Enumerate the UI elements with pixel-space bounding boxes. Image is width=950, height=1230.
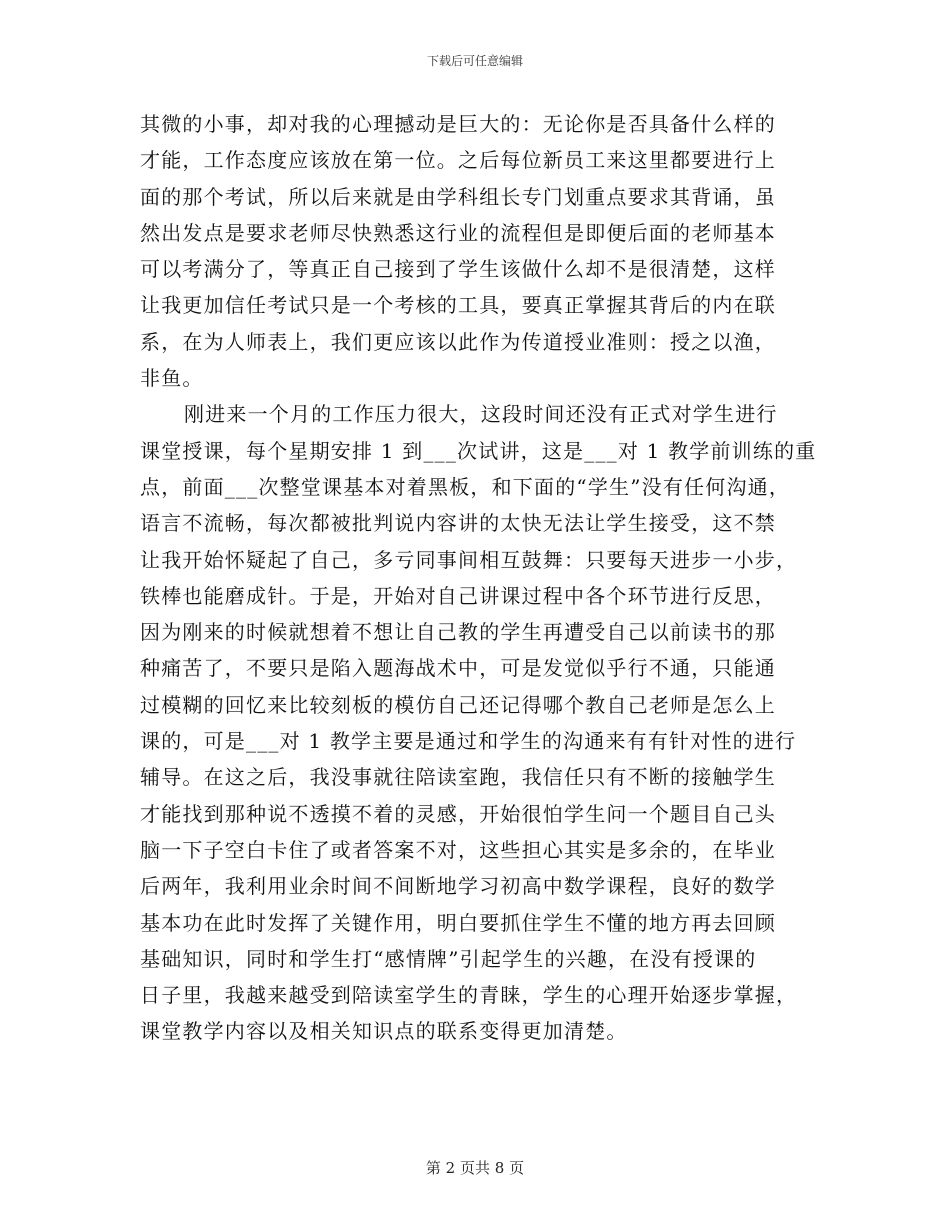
text-line: 才能找到那种说不透摸不着的灵感，开始很怕学生问一个题目自己头 (140, 801, 776, 826)
text-line: 后两年，我利用业余时间不间断地学习初高中数学课程，良好的数学 (140, 874, 776, 899)
text-line: 才能，工作态度应该放在第一位。之后每位新员工来这里都要进行上 (140, 148, 776, 173)
text-line: 然出发点是要求老师尽快熟悉这行业的流程但是即便后面的老师基本 (140, 220, 776, 245)
paragraph-1 (140, 106, 812, 396)
text-line: 让我更加信任考试只是一个考核的工具，要真正掌握其背后的内在联 (140, 293, 776, 318)
text-line: 基本功在此时发挥了关键作用，明白要抓住学生不懂的地方再去回顾 (140, 910, 776, 935)
text-line: 过模糊的回忆来比较刻板的模仿自己还记得哪个教自己老师是怎么上 (140, 692, 776, 717)
text-line: 基础知识，同时和学生打“感情牌”引起学生的兴趣，在没有授课的 (140, 946, 757, 971)
text-line: 日子里，我越来越受到陪读室学生的青睐，学生的心理开始逐步掌握， (140, 983, 798, 1008)
document-body (140, 106, 817, 1050)
text-line: 课的，可是___对 1 教学主要是通过和学生的沟通来有有针对性的进行 (140, 729, 797, 754)
text-line: 点，前面___次整堂课基本对着黑板，和下面的“学生”没有任何沟通， (140, 474, 791, 499)
text-line: 可以考满分了，等真正自己接到了学生该做什么却不是很清楚，这样 (140, 257, 776, 282)
text-line: 语言不流畅，每次都被批判说内容讲的太快无法让学生接受，这不禁 (140, 511, 776, 536)
text-line: 铁棒也能磨成针。于是，开始对自己讲课过程中各个环节进行反思， (140, 583, 776, 608)
text-line: 种痛苦了，不要只是陷入题海战术中，可是发觉似乎行不通，只能通 (140, 656, 776, 681)
text-line: 课堂教学内容以及相关知识点的联系变得更加清楚。 (140, 1019, 628, 1044)
text-line: 刚进来一个月的工作压力很大，这段时间还没有正式对学生进行 (184, 402, 778, 427)
page-footer: 第 2 页共 8 页 (425, 1159, 525, 1177)
text-line: 课堂授课，每个星期安排 1 到___次试讲，这是___对 1 教学前训练的重 (140, 438, 817, 463)
text-line: 脑一下子空白卡住了或者答案不对，这些担心其实是多余的，在毕业 (140, 837, 776, 862)
text-line: 面的那个考试，所以后来就是由学科组长专门划重点要求其背诵，虽 (140, 184, 776, 209)
text-line: 系，在为人师表上，我们更应该以此作为传道授业准则：授之以渔， (140, 329, 776, 354)
text-line: 因为刚来的时候就想着不想让自己教的学生再遭受自己以前读书的那 (140, 620, 776, 645)
text-line: 辅导。在这之后，我没事就往陪读室跑，我信任只有不断的接触学生 (140, 765, 776, 790)
paragraph-2 (140, 396, 817, 1049)
page-header: 下载后可任意编辑 (426, 54, 523, 68)
text-line: 其微的小事，却对我的心理撼动是巨大的：无论你是否具备什么样的 (140, 112, 776, 136)
text-line: 让我开始怀疑起了自己，多亏同事间相互鼓舞：只要每天进步一小步， (140, 547, 798, 572)
text-line: 非鱼。 (140, 366, 204, 391)
